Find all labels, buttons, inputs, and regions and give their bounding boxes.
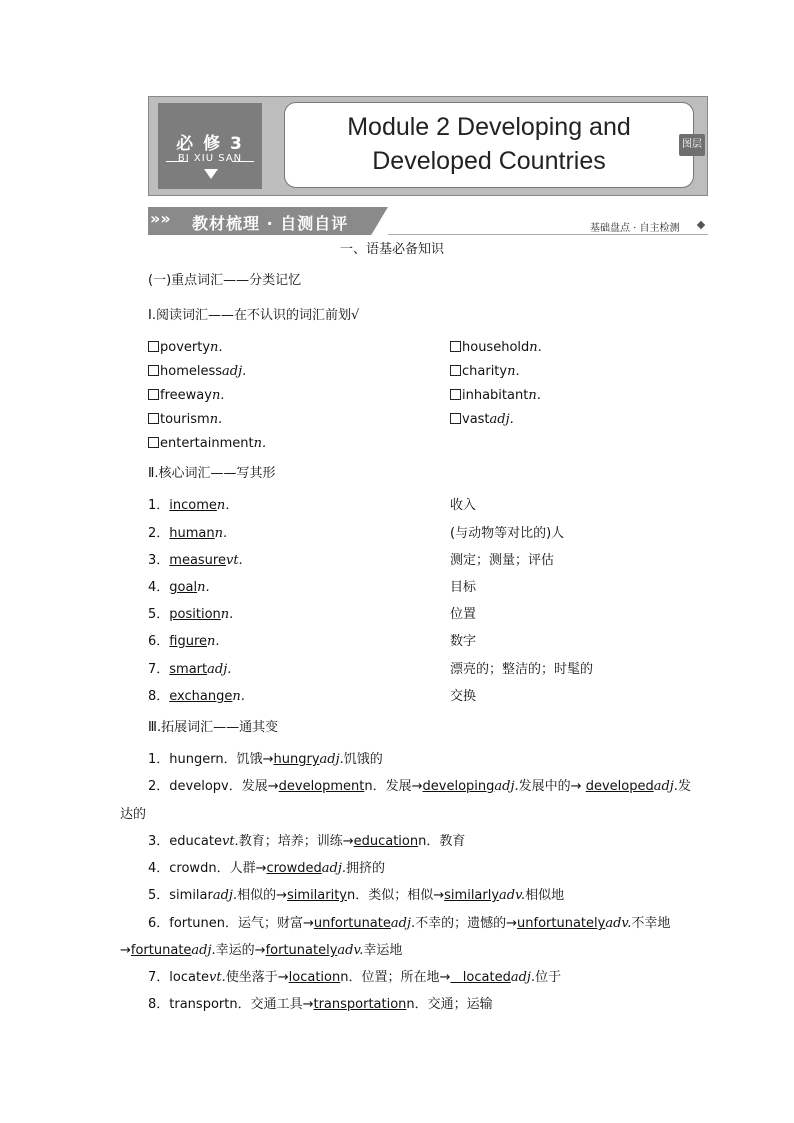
vocab-pos: n. [211, 388, 225, 403]
list-item [148, 553, 243, 569]
vocab-pos: n. [529, 340, 542, 355]
gloss: n．饥饿→ [215, 752, 274, 767]
vocab-pos: adj. [321, 861, 347, 876]
answer-word-text: located [462, 970, 511, 985]
answer-word: goal [169, 580, 198, 595]
list-item [148, 340, 223, 356]
gloss: 使坐落于→ [225, 970, 289, 985]
derivation-line-wrap: 达的 [120, 807, 147, 822]
word-meaning: 交换 [450, 689, 477, 704]
answer-word: similarity [287, 888, 348, 903]
base-word: 8．transport [148, 997, 230, 1012]
vocab-pos: adj. [489, 412, 514, 427]
base-word: 7．locate [148, 970, 210, 985]
list-item [148, 388, 224, 404]
vocab-pos: n. [210, 340, 223, 355]
checkbox[interactable] [450, 365, 461, 376]
part3-title: Ⅲ.拓展词汇——通其变 [148, 720, 279, 735]
list-item [148, 689, 245, 705]
answer-word: smart [169, 662, 208, 677]
part2-title: Ⅱ.核心词汇——写其形 [148, 466, 276, 481]
gloss: 幸运的→ [215, 943, 266, 958]
base-word: 1．hunger [148, 752, 216, 767]
list-item [148, 607, 233, 623]
answer-word: transportation [313, 997, 407, 1012]
gloss: n．交通；运输 [406, 997, 493, 1012]
gloss: v．发展→ [221, 779, 279, 794]
list-item [148, 498, 238, 514]
gloss: n．类似；相似→ [347, 888, 445, 903]
vocab-pos: n. [232, 689, 245, 704]
vocab-pos: n． [216, 498, 239, 513]
checkbox[interactable] [450, 389, 461, 400]
list-item [148, 436, 266, 452]
module-title-line-2: Developed Countries [372, 147, 606, 175]
gloss: 位于 [535, 970, 562, 985]
badge-main-text: 必 修 3 [176, 134, 244, 154]
word-meaning: 收入 [450, 498, 477, 513]
module-title-line-1: Module 2 Developing and [347, 113, 631, 141]
vocab-word: inhabitant [462, 388, 529, 403]
word-meaning: 测定；测量；评估 [450, 553, 555, 568]
gloss: n．交通工具→ [229, 997, 314, 1012]
gloss: 发展中的→ [518, 779, 586, 794]
derivation-line [148, 752, 383, 768]
vocab-pos: adj. [212, 888, 238, 903]
gloss: 教育；培养；训练→ [238, 834, 354, 849]
base-word: 4．crowd [148, 861, 209, 876]
answer-word: unfortunate [313, 916, 391, 931]
item-number: 6． [148, 634, 170, 649]
list-item [148, 580, 210, 596]
answer-word: location [288, 970, 341, 985]
checkbox[interactable] [148, 437, 159, 448]
vocab-pos: adj. [222, 364, 247, 379]
section-divider [388, 234, 708, 235]
vocab-pos: adj. [319, 752, 344, 767]
vocab-pos: adv. [337, 943, 364, 958]
vocab-pos: n. [207, 634, 220, 649]
double-chevron-icon: »» [150, 209, 171, 228]
arrow: → [120, 943, 131, 958]
vocab-word: freeway [160, 388, 212, 403]
vocab-pos: adj. [390, 916, 416, 931]
list-item [148, 412, 222, 428]
vocab-pos: adj. [207, 662, 232, 677]
answer-word: fortunate [130, 943, 192, 958]
derivation-line [148, 997, 493, 1013]
gloss: 相似地 [525, 888, 565, 903]
vocab-word: vast [462, 412, 490, 427]
vocab-pos: adv. [499, 888, 526, 903]
checkbox[interactable] [148, 341, 159, 352]
base-word: 5．similar [148, 888, 213, 903]
item-number: 4． [148, 580, 170, 595]
gloss: 不幸的；遗憾的→ [415, 916, 518, 931]
vocab-pos: adv. [605, 916, 632, 931]
list-item [450, 340, 542, 356]
vocab-pos: n. [253, 436, 267, 451]
badge-sub-text: BI XIU SAN [177, 153, 243, 164]
part1-title: Ⅰ.阅读词汇——在不认识的词汇前划√ [148, 308, 360, 323]
module-title-box [284, 102, 694, 188]
answer-word [450, 970, 510, 985]
answer-word: developing [422, 779, 495, 794]
section-strip-subtitle: 基础盘点 · 自主检测 [590, 223, 680, 234]
answer-word: unfortunately [517, 916, 606, 931]
checkbox[interactable] [148, 389, 159, 400]
list-item [450, 364, 520, 380]
vocab-pos: adj. [494, 779, 519, 794]
list-item [148, 662, 231, 678]
base-word: 2．develop [148, 779, 222, 794]
gloss: 发 [677, 779, 691, 794]
layer-icon: 图层 [679, 134, 705, 156]
vocab-word: tourism [160, 412, 210, 427]
derivation-line [148, 916, 670, 932]
vocab-pos: n. [220, 607, 234, 622]
word-meaning: 位置 [450, 607, 477, 622]
answer-word: figure [169, 634, 208, 649]
item-number: 1． [148, 498, 170, 513]
list-item [148, 364, 246, 380]
section-strip-title: 教材梳理 · 自测自评 [192, 214, 349, 233]
gloss: n．运气；财富→ [216, 916, 314, 931]
item-number: 7． [148, 662, 170, 677]
gloss: n．人群→ [208, 861, 267, 876]
vocab-pos: adj. [191, 943, 216, 958]
gloss: 拥挤的 [346, 861, 386, 876]
vocab-word: charity [462, 364, 508, 379]
vocab-word: entertainment [160, 436, 254, 451]
answer-word: position [169, 607, 221, 622]
answer-word: measure [169, 553, 226, 568]
list-item [450, 388, 541, 404]
checkbox[interactable] [148, 365, 159, 376]
derivation-line [148, 834, 465, 850]
gloss: 幸运地 [363, 943, 403, 958]
answer-word: human [169, 526, 215, 541]
derivation-line [148, 888, 564, 904]
vocab-word: household [462, 340, 530, 355]
answer-word: exchange [169, 689, 233, 704]
word-meaning: (与动物等对比的)人 [450, 526, 565, 541]
vocab-word: poverty [160, 340, 211, 355]
vocab-pos: adj. [653, 779, 678, 794]
heading-basic-knowledge: 一、语基必备知识 [340, 242, 445, 257]
gloss: 不幸地 [631, 916, 671, 931]
word-meaning: 漂亮的；整洁的；时髦的 [450, 662, 594, 677]
derivation-line [148, 970, 561, 986]
gloss: 饥饿的 [343, 752, 383, 767]
vocab-pos: n. [209, 412, 223, 427]
item-number: 3． [148, 553, 170, 568]
checkbox[interactable] [450, 413, 461, 424]
gloss: 相似的→ [237, 888, 288, 903]
answer-word: developed [585, 779, 654, 794]
checkbox[interactable] [450, 341, 461, 352]
vocab-pos: n. [214, 526, 228, 541]
course-badge [158, 103, 262, 189]
vocab-pos: vt. [225, 553, 243, 568]
vocab-pos: vt. [221, 834, 239, 849]
list-item [148, 634, 220, 650]
vocab-word: homeless [160, 364, 223, 379]
answer-word: fortunately [265, 943, 338, 958]
list-item [148, 526, 227, 542]
checkbox[interactable] [148, 413, 159, 424]
answer-word: similarly [444, 888, 500, 903]
base-word: 6．fortune [148, 916, 217, 931]
item-number: 5． [148, 607, 170, 622]
subheading-key-vocab: (一)重点词汇——分类记忆 [148, 273, 302, 288]
answer-word: crowded [266, 861, 322, 876]
word-meaning: 目标 [450, 580, 477, 595]
vocab-pos: vt. [209, 970, 226, 985]
derivation-line [148, 779, 691, 795]
word-meaning: 数字 [450, 634, 477, 649]
item-number: 8． [148, 689, 170, 704]
answer-word: development [278, 779, 365, 794]
answer-word: income [169, 498, 217, 513]
item-number: 2． [148, 526, 170, 541]
vocab-pos: n. [528, 388, 541, 403]
base-word: 3．educate [148, 834, 222, 849]
diamond-icon [697, 221, 705, 229]
vocab-pos: adj. [510, 970, 536, 985]
derivation-line [120, 943, 402, 959]
vocab-pos: n. [197, 580, 210, 595]
answer-word: hungry [273, 752, 320, 767]
gloss: n．发展→ [364, 779, 423, 794]
gloss: n．位置；所在地→ [340, 970, 451, 985]
badge-down-arrow-icon [204, 169, 218, 179]
gloss: n．教育 [418, 834, 466, 849]
answer-word: education [353, 834, 419, 849]
vocab-pos: n. [507, 364, 520, 379]
list-item [450, 412, 514, 428]
derivation-line [148, 861, 385, 877]
